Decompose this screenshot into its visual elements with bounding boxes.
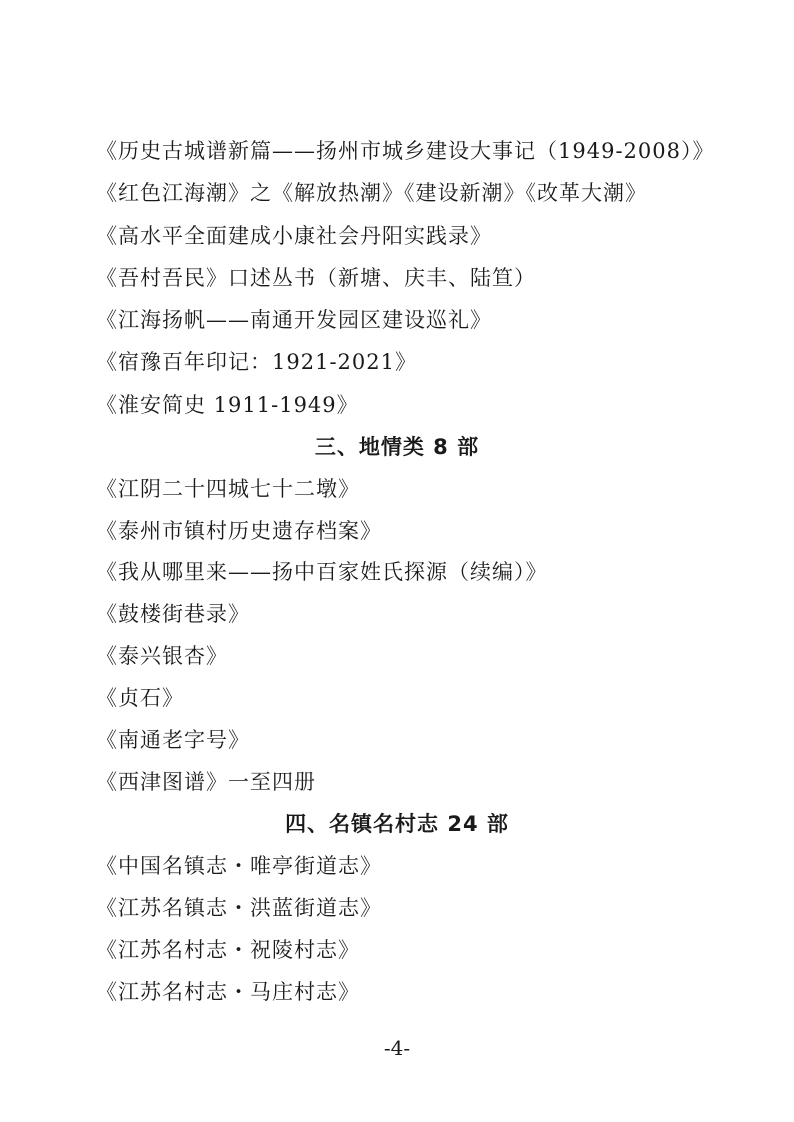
book-title-item: 《红色江海潮》之《解放热潮》《建设新潮》《改革大潮》 [96,181,647,205]
book-title-item: 《贞石》 [96,686,184,710]
book-title-item: 《南通老字号》 [96,728,250,752]
book-title-item: 《高水平全面建成小康社会丹阳实践录》 [96,224,492,248]
book-title-item: 《历史古城谱新篇——扬州市城乡建设大事记（1949-2008）》 [96,139,715,163]
book-title-item: 《西津图谱》一至四册 [96,770,316,794]
book-title-item: 《吾村吾民》口述丛书（新塘、庆丰、陆笪） [96,266,536,290]
book-title-item: 《宿豫百年印记：1921-2021》 [96,350,417,374]
book-title-item: 《江阴二十四城七十二墩》 [96,477,360,501]
book-title-item: 《淮安简史 1911-1949》 [96,393,359,417]
section-heading: 四、名镇名村志 24 部 [285,812,509,836]
book-title-item: 《江苏名镇志・洪蓝街道志》 [96,896,382,920]
book-title-item: 《江海扬帆——南通开发园区建设巡礼》 [96,308,492,332]
section-heading: 三、地情类 8 部 [314,435,480,459]
page-number: -4- [383,1036,411,1060]
book-title-item: 《泰州市镇村历史遗存档案》 [96,519,382,543]
book-title-item: 《泰兴银杏》 [96,644,228,668]
book-title-item: 《中国名镇志・唯亭街道志》 [96,854,382,878]
book-title-item: 《我从哪里来——扬中百家姓氏探源（续编）》 [96,560,548,584]
book-title-item: 《江苏名村志・马庄村志》 [96,980,360,1004]
book-title-item: 《江苏名村志・祝陵村志》 [96,938,360,962]
book-title-item: 《鼓楼街巷录》 [96,602,250,626]
